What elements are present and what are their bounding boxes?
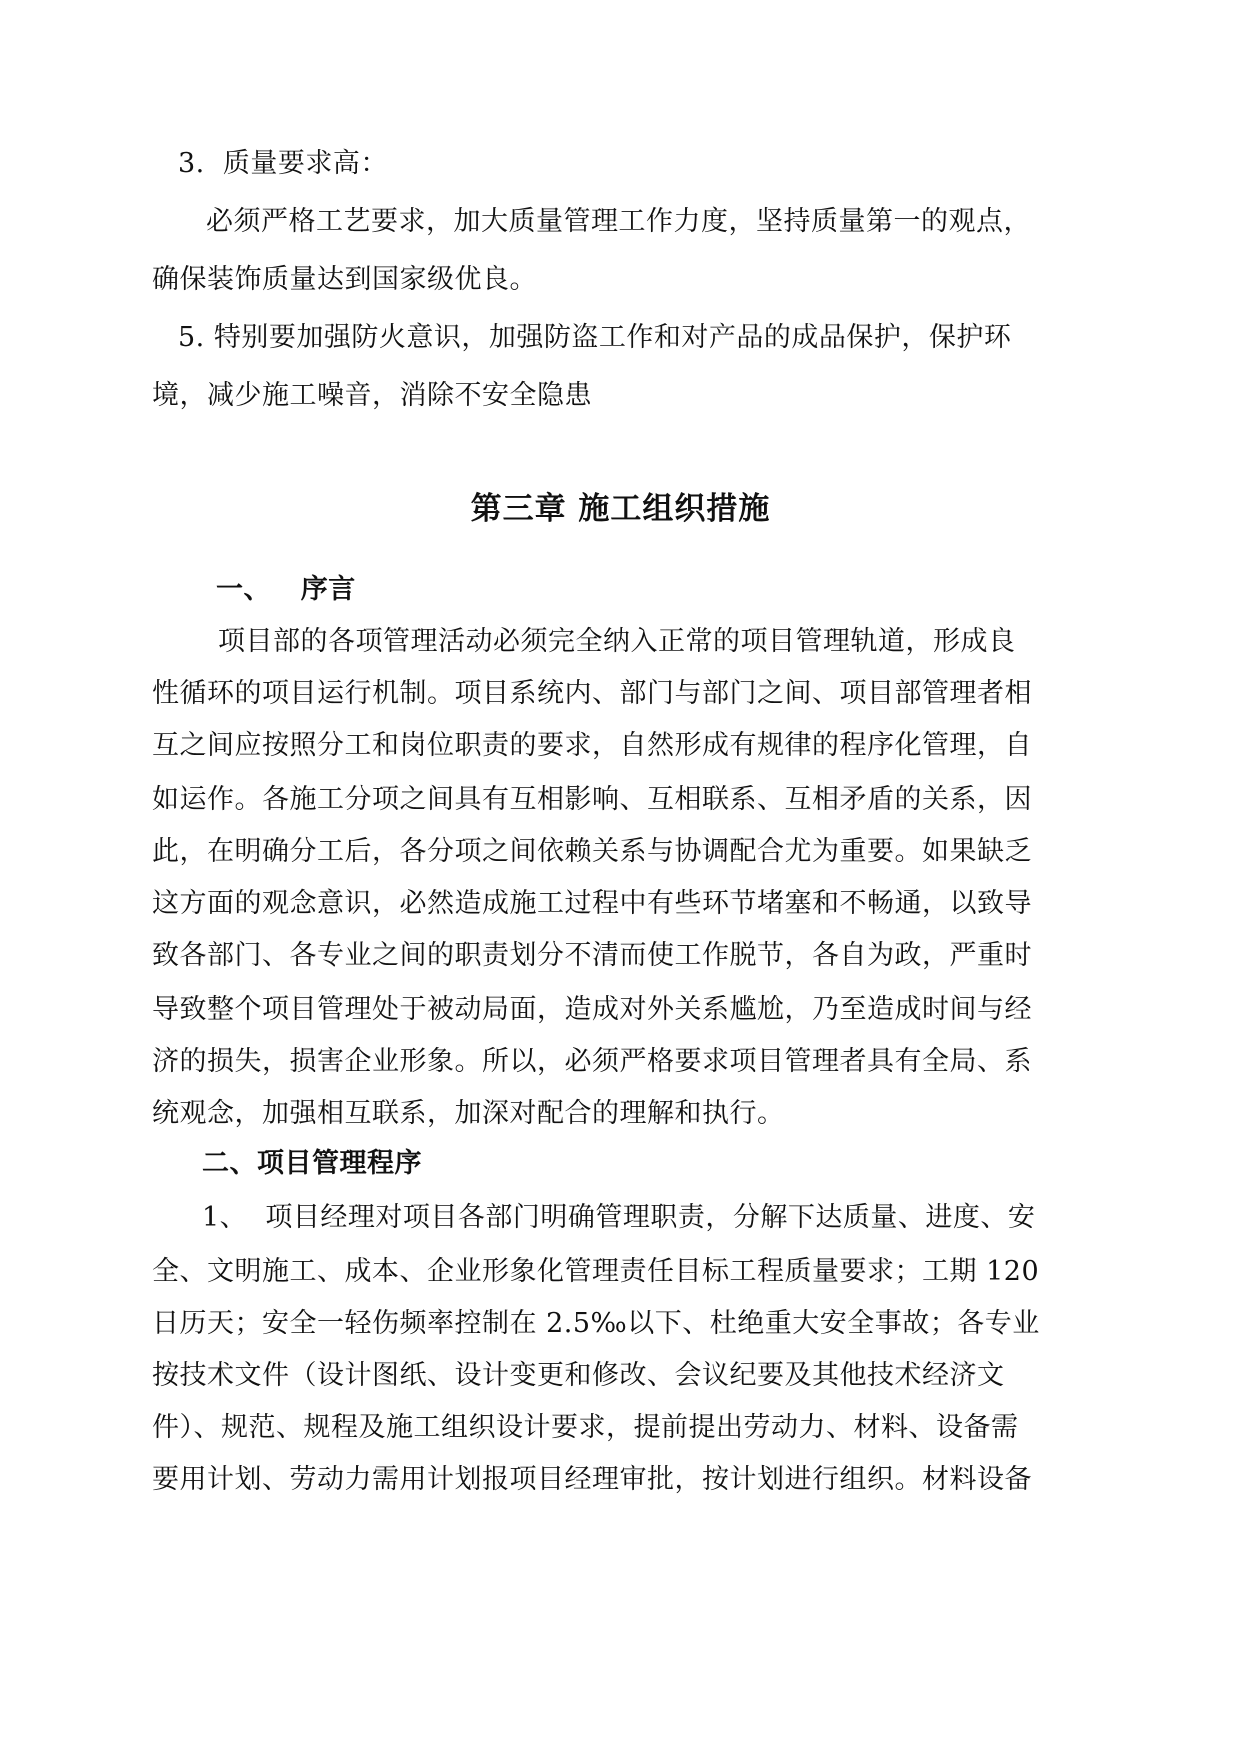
- preface-line-1: 项目部的各项管理活动必须完全纳入正常的项目管理轨道，形成良: [218, 626, 1016, 657]
- section-heading-procedure: 二、项目管理程序: [202, 1148, 422, 1179]
- item-3-body-line-1: 必须严格工艺要求，加大质量管理工作力度，坚持质量第一的观点，: [206, 206, 1031, 237]
- preface-line-2: 性循环的项目运行机制。项目系统内、部门与部门之间、项目部管理者相: [152, 678, 1032, 709]
- procedure-line-5: 件）、规范、规程及施工组织设计要求，提前提出劳动力、材料、设备需: [152, 1412, 1019, 1443]
- procedure-line-2: 全、文明施工、成本、企业形象化管理责任目标工程质量要求；工期 120: [152, 1256, 1040, 1287]
- preface-line-7: 致各部门、各专业之间的职责划分不清而使工作脱节，各自为政，严重时: [152, 940, 1032, 971]
- item-3-body-line-2: 确保装饰质量达到国家级优良。: [152, 264, 537, 295]
- procedure-line-1: 1、 项目经理对项目各部门明确管理职责，分解下达质量、进度、安: [202, 1202, 1036, 1233]
- procedure-line-4: 按技术文件（设计图纸、设计变更和修改、会议纪要及其他技术经济文: [152, 1360, 1005, 1391]
- preface-line-8: 导致整个项目管理处于被动局面，造成对外关系尴尬，乃至造成时间与经: [152, 994, 1032, 1025]
- preface-line-9: 济的损失，损害企业形象。所以，必须严格要求项目管理者具有全局、系: [152, 1046, 1032, 1077]
- procedure-line-3: 日历天；安全一轻伤频率控制在 2.5‰以下、杜绝重大安全事故；各专业: [152, 1308, 1040, 1339]
- preface-line-5: 此，在明确分工后，各分项之间依赖关系与协调配合尤为重要。如果缺乏: [152, 836, 1032, 867]
- item-3-title: 3. 质量要求高：: [178, 148, 388, 179]
- preface-line-6: 这方面的观念意识，必然造成施工过程中有些环节堵塞和不畅通，以致导: [152, 888, 1032, 919]
- section-heading-preface: 一、 序言: [216, 574, 356, 605]
- preface-line-10: 统观念，加强相互联系，加深对配合的理解和执行。: [152, 1098, 785, 1129]
- item-5-body-line-1: 5. 特别要加强防火意识，加强防盗工作和对产品的成品保护，保护环: [178, 322, 1012, 353]
- item-5-body-line-2: 境，减少施工噪音，消除不安全隐患: [152, 380, 592, 411]
- preface-line-4: 如运作。各施工分项之间具有互相影响、互相联系、互相矛盾的关系，因: [152, 784, 1032, 815]
- chapter-title: 第三章 施工组织措施: [470, 491, 771, 527]
- procedure-line-6: 要用计划、劳动力需用计划报项目经理审批，按计划进行组织。材料设备: [152, 1464, 1032, 1495]
- preface-line-3: 互之间应按照分工和岗位职责的要求，自然形成有规律的程序化管理，自: [152, 730, 1032, 761]
